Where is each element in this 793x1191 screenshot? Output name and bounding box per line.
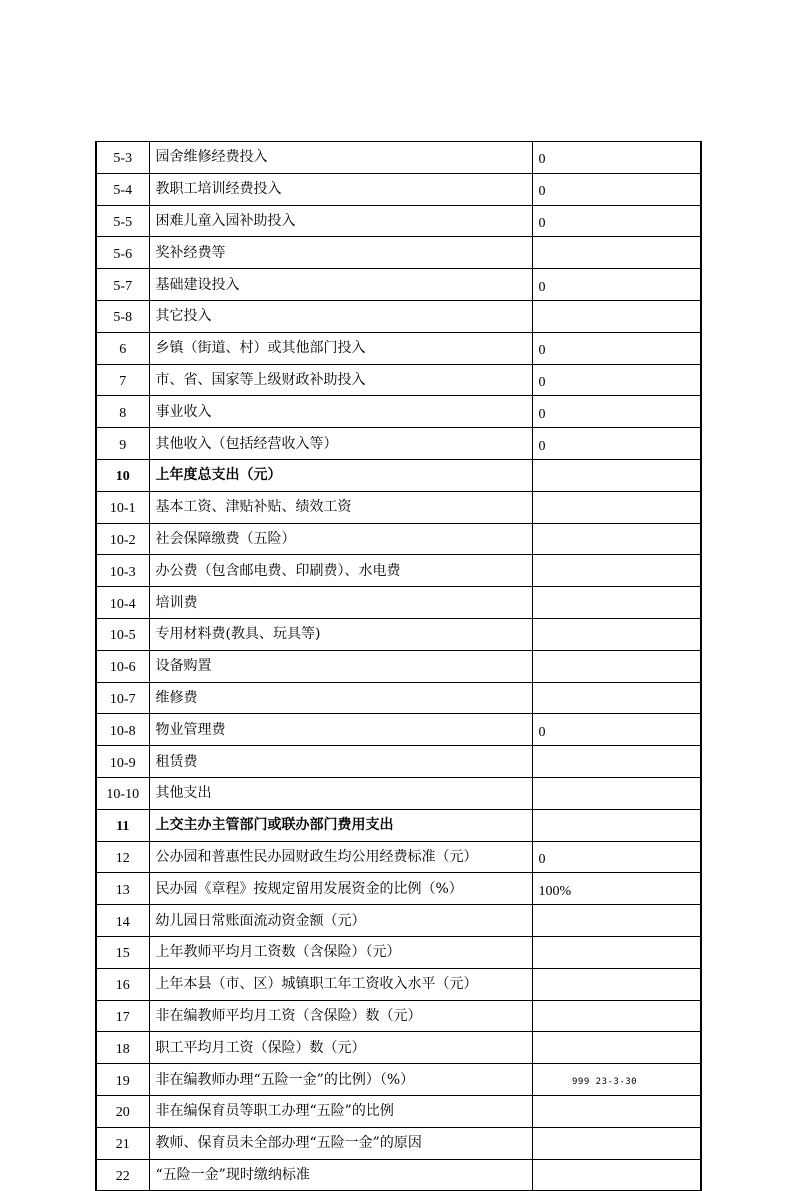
table-row xyxy=(96,714,701,746)
row-value xyxy=(532,491,701,523)
row-value xyxy=(532,936,701,968)
row-value: 0 xyxy=(532,332,701,364)
table-row xyxy=(96,841,701,873)
row-number: 17 xyxy=(96,1000,149,1032)
row-number: 11 xyxy=(96,809,149,841)
row-number: 10-10 xyxy=(96,777,149,809)
row-number: 7 xyxy=(96,364,149,396)
table-row xyxy=(96,332,701,364)
row-item-label: “五险一金”现时缴纳标准 xyxy=(149,1159,532,1191)
table-row xyxy=(96,300,701,332)
table-row xyxy=(96,746,701,778)
funding-table-body xyxy=(96,142,701,1191)
row-value xyxy=(532,237,701,269)
row-value xyxy=(532,618,701,650)
row-value xyxy=(532,968,701,1000)
row-number: 5-8 xyxy=(96,300,149,332)
row-item-label: 乡镇（街道、村）或其他部门投入 xyxy=(149,332,532,364)
row-item-label: 非在编教师办理“五险一金”的比例）（%） xyxy=(149,1064,532,1096)
row-value: 0 xyxy=(532,142,701,174)
row-item-label: 物业管理费 xyxy=(149,714,532,746)
row-number: 10-1 xyxy=(96,491,149,523)
row-number: 20 xyxy=(96,1095,149,1127)
row-number: 22 xyxy=(96,1159,149,1191)
row-item-label: 设备购置 xyxy=(149,650,532,682)
row-value: 0 xyxy=(532,841,701,873)
row-item-label: 其他收入（包括经营收入等） xyxy=(149,428,532,460)
row-item-label: 市、省、国家等上级财政补助投入 xyxy=(149,364,532,396)
row-number: 10-9 xyxy=(96,746,149,778)
table-row xyxy=(96,523,701,555)
row-number: 10-2 xyxy=(96,523,149,555)
row-number: 10-3 xyxy=(96,555,149,587)
row-number: 10-7 xyxy=(96,682,149,714)
table-row xyxy=(96,555,701,587)
row-item-label: 专用材料费(教具、玩具等) xyxy=(149,618,532,650)
row-item-label: 上年教师平均月工资数（含保险）（元） xyxy=(149,936,532,968)
row-number: 8 xyxy=(96,396,149,428)
row-item-label: 上年度总支出（元） xyxy=(149,459,532,491)
table-row xyxy=(96,364,701,396)
row-item-label: 上年本县（市、区）城镇职工年工资收入水平（元） xyxy=(149,968,532,1000)
row-value xyxy=(532,523,701,555)
table-row xyxy=(96,1000,701,1032)
table-row xyxy=(96,777,701,809)
row-item-label: 其他支出 xyxy=(149,777,532,809)
row-item-label: 非在编教师平均月工资（含保险）数（元） xyxy=(149,1000,532,1032)
table-row xyxy=(96,459,701,491)
row-item-label: 事业收入 xyxy=(149,396,532,428)
row-value xyxy=(532,1127,701,1159)
row-number: 5-4 xyxy=(96,173,149,205)
row-value: 0 xyxy=(532,364,701,396)
row-value: 0 xyxy=(532,269,701,301)
table-row xyxy=(96,1127,701,1159)
row-number: 10 xyxy=(96,459,149,491)
table-row xyxy=(96,936,701,968)
row-value: 0 xyxy=(532,205,701,237)
row-item-label: 民办园《章程》按规定留用发展资金的比例（%） xyxy=(149,873,532,905)
row-value xyxy=(532,809,701,841)
row-number: 5-5 xyxy=(96,205,149,237)
row-number: 15 xyxy=(96,936,149,968)
row-item-label: 公办园和普惠性民办园财政生均公用经费标准（元） xyxy=(149,841,532,873)
table-row xyxy=(96,142,701,174)
row-item-label: 办公费（包含邮电费、印刷费）、水电费 xyxy=(149,555,532,587)
table-row xyxy=(96,682,701,714)
row-item-label: 园舍维修经费投入 xyxy=(149,142,532,174)
funding-table xyxy=(95,141,702,1191)
row-item-label: 社会保障缴费（五险） xyxy=(149,523,532,555)
row-value xyxy=(532,587,701,619)
table-row xyxy=(96,968,701,1000)
row-value xyxy=(532,1095,701,1127)
row-value xyxy=(532,1000,701,1032)
table-row xyxy=(96,428,701,460)
table-row xyxy=(96,396,701,428)
row-item-label: 培训费 xyxy=(149,587,532,619)
row-value xyxy=(532,905,701,937)
row-number: 10-6 xyxy=(96,650,149,682)
row-item-label: 职工平均月工资（保险）数（元） xyxy=(149,1032,532,1064)
row-number: 10-5 xyxy=(96,618,149,650)
row-number: 18 xyxy=(96,1032,149,1064)
table-row xyxy=(96,1095,701,1127)
row-number: 5-6 xyxy=(96,237,149,269)
table-row xyxy=(96,1159,701,1191)
table-row xyxy=(96,269,701,301)
row-value xyxy=(532,555,701,587)
row-item-label: 奖补经费等 xyxy=(149,237,532,269)
table-row xyxy=(96,809,701,841)
row-number: 10-4 xyxy=(96,587,149,619)
row-number: 5-7 xyxy=(96,269,149,301)
row-number: 16 xyxy=(96,968,149,1000)
row-item-label: 租赁费 xyxy=(149,746,532,778)
row-item-label: 维修费 xyxy=(149,682,532,714)
table-row xyxy=(96,873,701,905)
row-number: 9 xyxy=(96,428,149,460)
row-value xyxy=(532,777,701,809)
row-number: 19 xyxy=(96,1064,149,1096)
row-value xyxy=(532,300,701,332)
row-number: 5-3 xyxy=(96,142,149,174)
row-number: 6 xyxy=(96,332,149,364)
table-row xyxy=(96,173,701,205)
table-row xyxy=(96,587,701,619)
row-value: 100% xyxy=(532,873,701,905)
footer-code: 999 23-3-30 xyxy=(572,1077,638,1087)
row-item-label: 教师、保育员未全部办理“五险一金”的原因 xyxy=(149,1127,532,1159)
row-value xyxy=(532,746,701,778)
table-row xyxy=(96,237,701,269)
table-row xyxy=(96,205,701,237)
row-value xyxy=(532,459,701,491)
row-value xyxy=(532,682,701,714)
table-row xyxy=(96,1032,701,1064)
row-number: 12 xyxy=(96,841,149,873)
table-row xyxy=(96,491,701,523)
row-item-label: 非在编保育员等职工办理“五险”的比例 xyxy=(149,1095,532,1127)
row-item-label: 困难儿童入园补助投入 xyxy=(149,205,532,237)
row-value: 0 xyxy=(532,428,701,460)
row-number: 14 xyxy=(96,905,149,937)
row-item-label: 上交主办主管部门或联办部门费用支出 xyxy=(149,809,532,841)
row-value xyxy=(532,1159,701,1191)
row-value: 0 xyxy=(532,173,701,205)
table-row xyxy=(96,905,701,937)
row-value: 0 xyxy=(532,396,701,428)
row-item-label: 幼儿园日常账面流动资金额（元） xyxy=(149,905,532,937)
row-number: 21 xyxy=(96,1127,149,1159)
row-value xyxy=(532,650,701,682)
table-row xyxy=(96,618,701,650)
row-item-label: 基础建设投入 xyxy=(149,269,532,301)
row-value xyxy=(532,1032,701,1064)
table-row xyxy=(96,650,701,682)
row-value: 0 xyxy=(532,714,701,746)
row-number: 10-8 xyxy=(96,714,149,746)
row-item-label: 其它投入 xyxy=(149,300,532,332)
row-number: 13 xyxy=(96,873,149,905)
row-item-label: 教职工培训经费投入 xyxy=(149,173,532,205)
row-item-label: 基本工资、津贴补贴、绩效工资 xyxy=(149,491,532,523)
